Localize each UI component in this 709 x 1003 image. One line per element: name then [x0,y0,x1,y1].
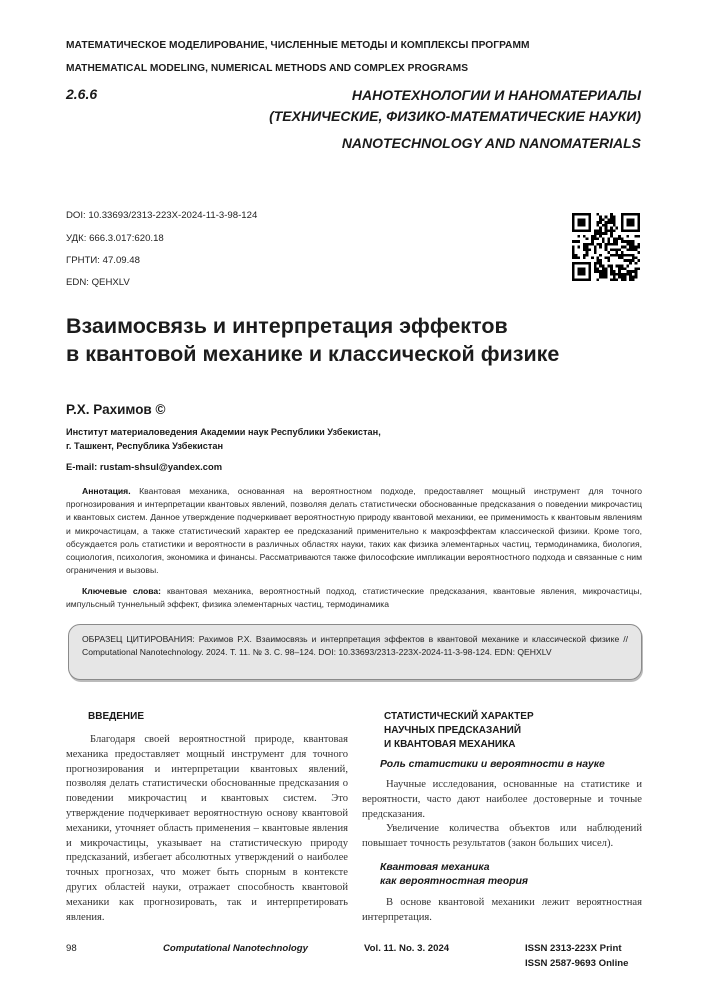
subheading2-line1: Квантовая механика [380,862,490,873]
section2-heading-line2: НАУЧНЫХ ПРЕДСКАЗАНИЙ [384,725,522,736]
grnti: ГРНТИ: 47.09.48 [66,255,140,266]
subheading-statistics-role: Роль статистики и вероятности в науке [380,759,605,770]
affiliation-line1: Институт материаловедения Академии наук Республики Узбекистан, [66,427,381,437]
article-title-line2: в квантовой механике и классической физике [66,342,560,366]
udk: УДК: 666.3.017:620.18 [66,233,164,244]
section-code: 2.6.6 [66,86,98,102]
section-title-ru-line2: (ТЕХНИЧЕСКИЕ, ФИЗИКО-МАТЕМАТИЧЕСКИЕ НАУКИ) [269,108,641,124]
footer-issn-online: ISSN 2587-9693 Online [525,958,629,969]
affiliation-line2: г. Ташкент, Республика Узбекистан [66,441,224,451]
article-title-line1: Взаимосвязь и интерпретация эффектов [66,314,508,338]
citation-text: ОБРАЗЕЦ ЦИТИРОВАНИЯ: Рахимов Р.Х. Взаимосвязь и интерпретация эффектов в квантовой механике и классической физике // Computational Nanotechnology. 2024. Т. 11. № 3. С. 98–124. DOI: 10.33693/2313-223X-2024-11-3-98-124. EDN: QEHXLV [82,634,628,657]
section2-text1: Научные исследования, основанные на статистике и вероятности, часто дают наиболее достоверные и точные предсказания. [362,779,642,820]
subheading-quantum-probabilistic [380,861,528,889]
article-title [66,312,559,368]
section2-text3: В основе квантовой механики лежит вероятностная интерпретация. [362,897,642,923]
section2-paragraph1 [362,778,642,822]
edn: EDN: QEHXLV [66,277,130,288]
footer-volume: Vol. 11. No. 3. 2024 [364,943,450,954]
section2-paragraph2 [362,822,642,852]
page-number: 98 [66,943,77,954]
keywords-label: Ключевые слова: [82,586,162,596]
section-title-ru-line1: НАНОТЕХНОЛОГИИ И НАНОМАТЕРИАЛЫ [351,87,641,103]
journal-series-ru: МАТЕМАТИЧЕСКОЕ МОДЕЛИРОВАНИЕ, ЧИСЛЕННЫЕ МЕТОДЫ И КОМПЛЕКСЫ ПРОГРАММ [66,40,530,51]
section2-heading [384,710,534,752]
section2-heading-line1: СТАТИСТИЧЕСКИЙ ХАРАКТЕР [384,711,534,722]
author-email[interactable]: E-mail: rustam-shsul@yandex.com [66,461,223,472]
section2-text2: Увеличение количества объектов или наблюдений повышает точность результатов (закон больших чисел). [362,823,642,849]
keywords [66,585,642,611]
section2-paragraph3 [362,896,642,926]
section2-heading-line3: И КВАНТОВАЯ МЕХАНИКА [384,739,516,750]
author-name: Р.Х. Рахимов © [66,402,166,417]
keywords-text: квантовая механика, вероятностный подход, статистические предсказания, квантовые явления, микрочастицы, импульсный туннельный эффект, физика элементарных частиц, термодинамика [66,586,642,610]
journal-series-en: MATHEMATICAL MODELING, NUMERICAL METHODS AND COMPLEX PROGRAMS [66,63,469,74]
intro-paragraph [66,733,348,925]
abstract [66,485,642,577]
doi[interactable]: DOI: 10.33693/2313-223X-2024-11-3-98-124 [66,210,258,221]
footer-issn-print: ISSN 2313-223X Print [525,943,622,954]
author-affiliation [66,425,381,453]
intro-text: Благодаря своей вероятностной природе, квантовая механика предоставляет мощный инструмент для точного прогнозирования и интерпретации квантовых явлений, позволяя делать статистически обоснованные предсказания о поведении микрочастиц и квантовых систем. Это утверждение подчеркивает вероятностную основу квантовой механики, уточняет область применения – квантовые явления и микрочастицы, указывает на статистическую природу предсказаний, избегает абсолютных утверждений о наиболее точных прогнозах, что может быть спорным в контексте других областей науки, отражает способность квантовой механики как прогнозировать, так и интерпретировать явления. [66,734,348,923]
footer-journal: Computational Nanotechnology [163,943,308,954]
citation-box [68,624,642,680]
subheading2-line2: как вероятностная теория [380,876,529,887]
abstract-text: Квантовая механика, основанная на вероятностном подходе, предоставляет мощный инструмент для точного прогнозирования и интерпретации квантовых явлений, позволяя делать статистически обоснованные предсказания о поведении микрочастиц и квантовых систем. Данное утверждение подчеркивает вероятностную природу квантовой механики, ее применимость к квантовым явлениям и микрочастицам, а также статистический характер ее предсказаний применительно к макроэффектам классической физики. Кроме того, обсуждается роль статистики и вероятности в различных областях науки, таких как физика элементарных частиц, термодинамика, биология, социология, психология, экономика и финансы. Рассматриваются также философские импликации вероятностного подхода и связанные с ним ограничения и вызовы. [66,486,642,576]
qr-code-icon[interactable] [572,213,640,281]
abstract-label: Аннотация. [82,486,131,496]
section-title-en: NANOTECHNOLOGY AND NANOMATERIALS [341,135,641,151]
intro-heading: ВВЕДЕНИЕ [88,711,144,722]
